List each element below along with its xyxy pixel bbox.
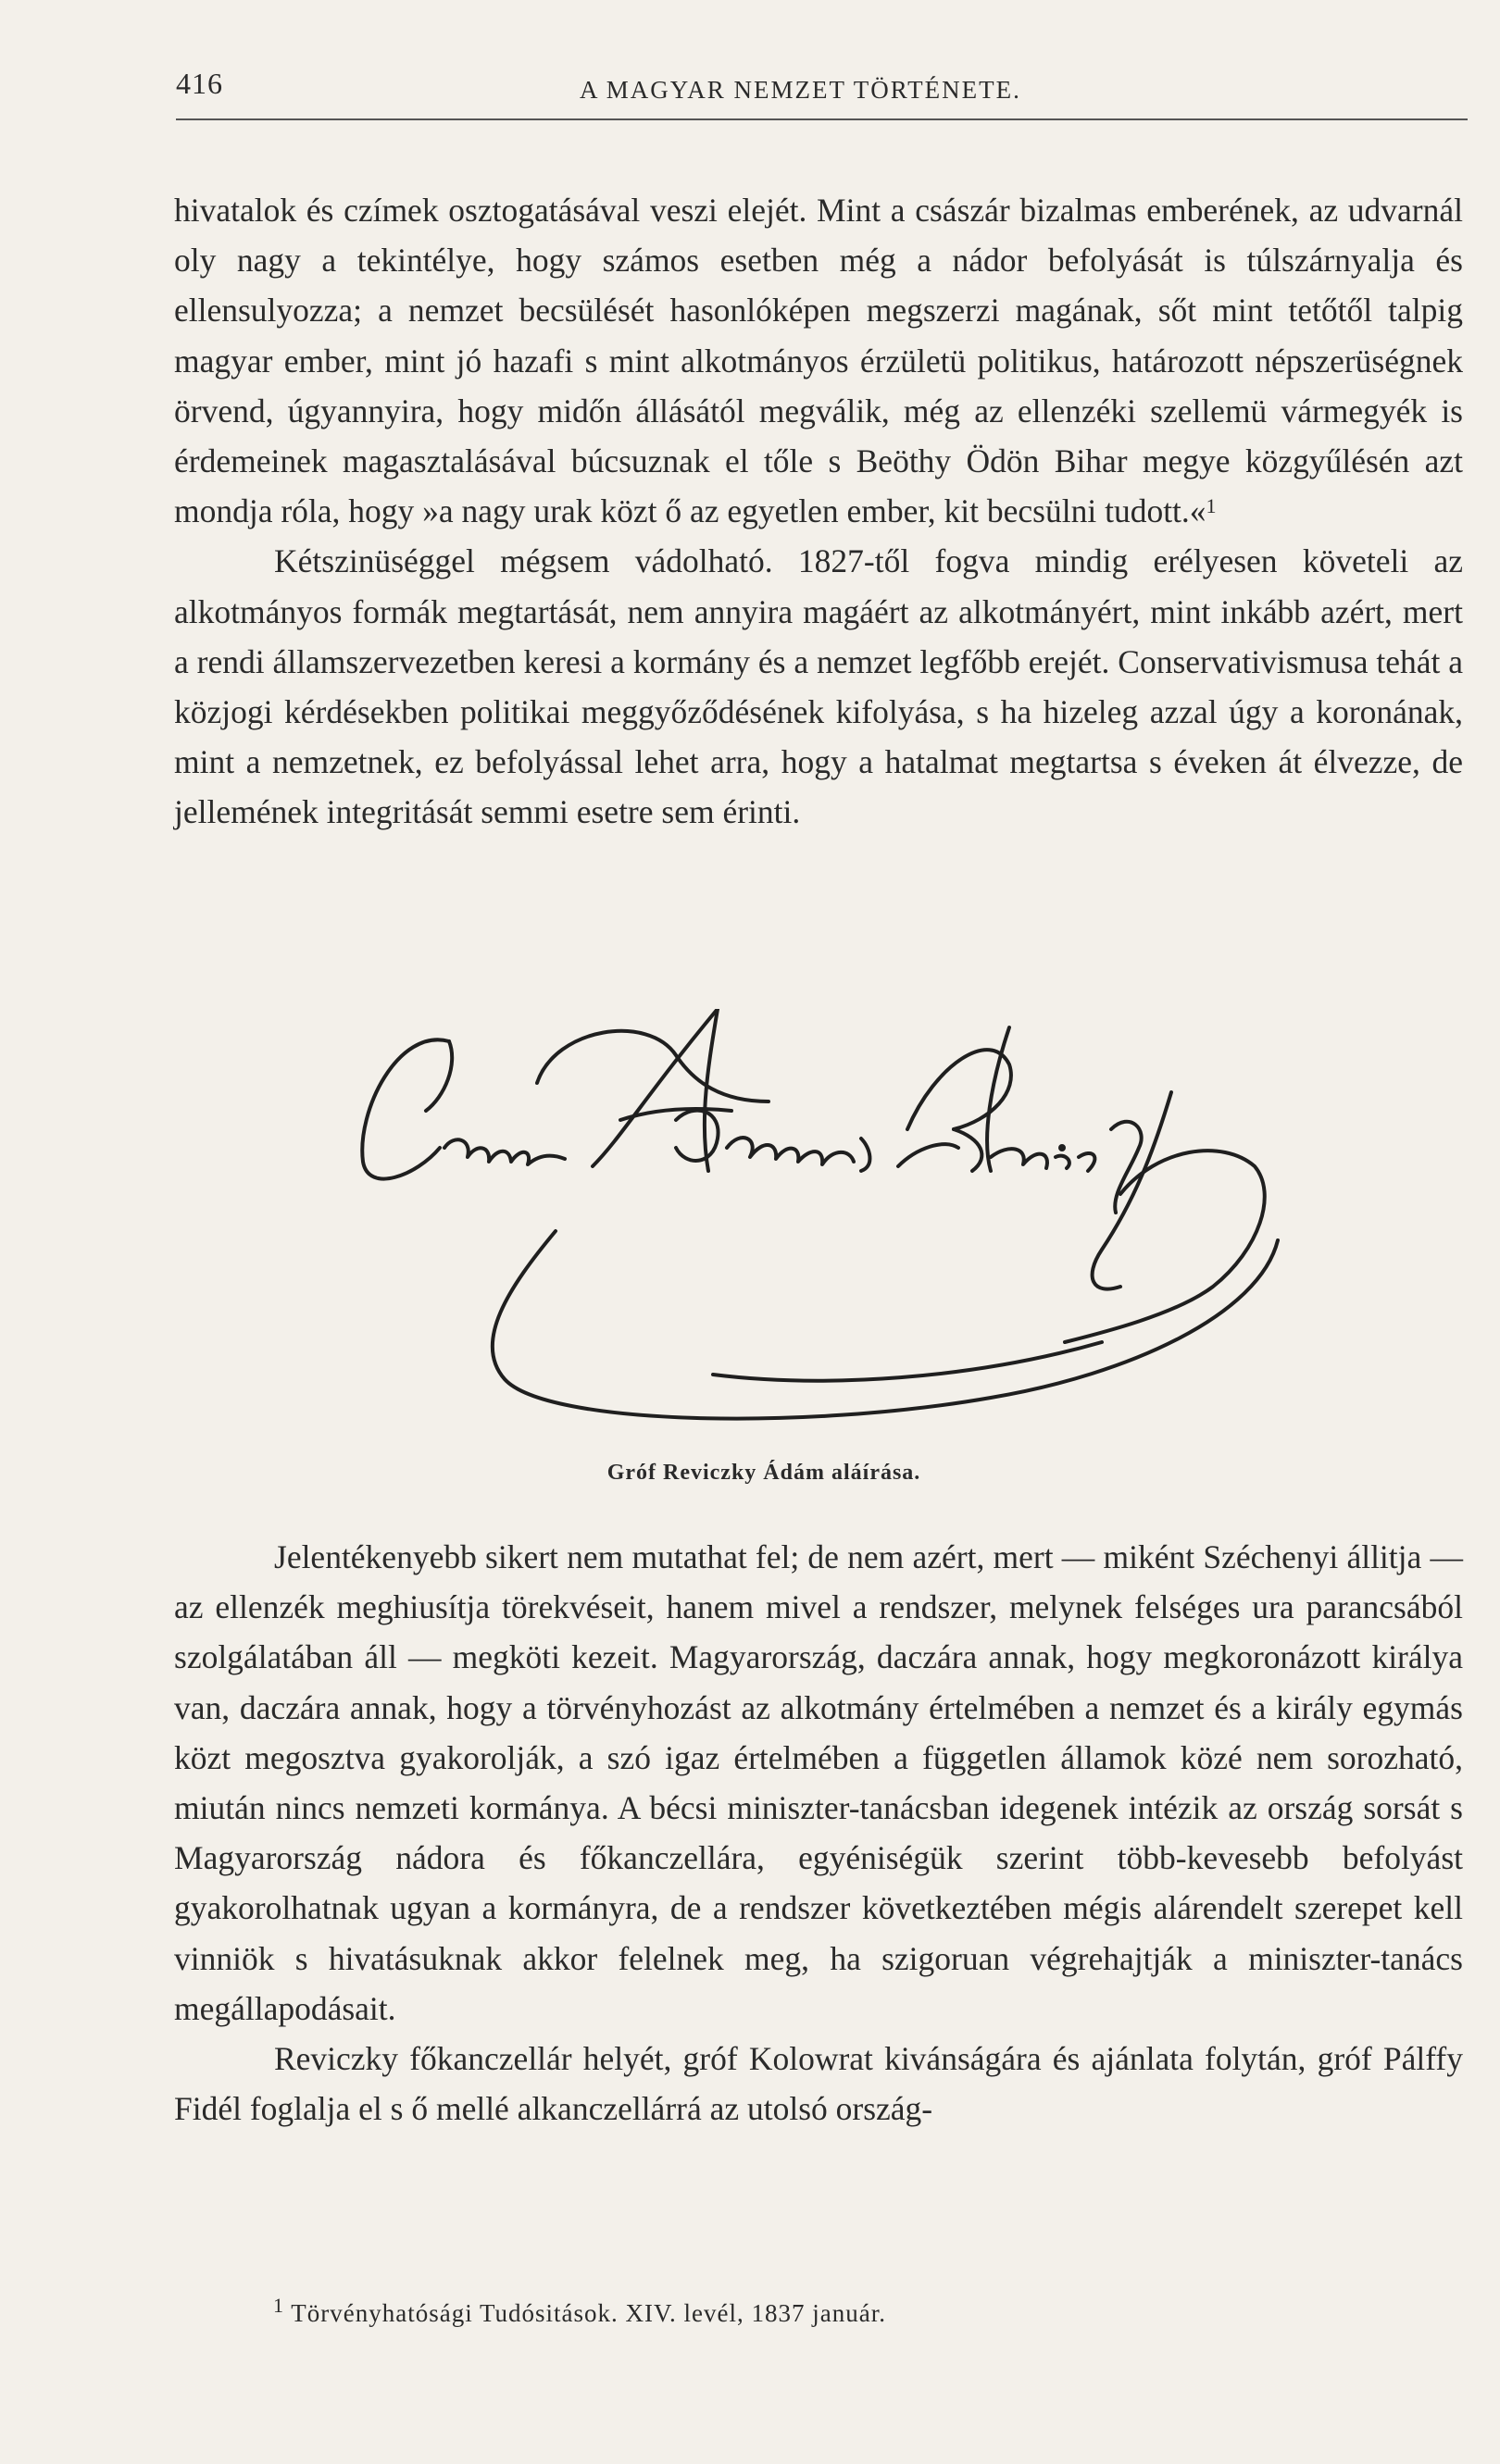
footnote-marker: 1 — [273, 2294, 284, 2317]
paragraph: hivatalok és czímek osztogatásával veszi elejét. Mint a császár bizalmas emberének, az udvarnál oly nagy a tekintélye, hogy számos esetben még a nádor befolyását is túlszárnyalja és ellensulyozza; a nemzet becsülését hasonlóképen megszerzi magának, sőt mint tetőtől talpig magyar ember, mint jó hazafi s mint alkotmányos érzületü politikus, határozott népszerüségnek örvend, úgyannyira, hogy midőn állásától megválik, még az ellenzéki szellemü vármegyék is érdemeinek magasztalásával búcsuznak el tőle s Beöthy Ödön Bihar megye közgyűlésén azt mondja róla, hogy »a nagy urak közt ő az egyetlen ember, kit becsülni tudott.«$^1$ — [174, 192, 1463, 530]
body-text-top — [174, 185, 1463, 838]
signature-image — [343, 1009, 1324, 1444]
header-rule — [176, 118, 1468, 120]
paragraph: Kétszinüséggel mégsem vádolható. 1827-től fogva mindig erélyesen követeli az alkotmányos formák megtartását, nem annyira magáért az alkotmányért, mint inkább azért, mert a rendi államszervezetben keresi a kormány és a nemzet legfőbb erejét. Conservativismusa tehát a közjogi kérdésekben politikai meggyőződésének kifolyása, s ha hizeleg azzal úgy a koronának, mint a nemzetnek, ez befolyással lehet arra, hogy a hatalmat megtartsa s éveken át élvezze, de jellemének integritását semmi esetre sem érinti. — [174, 542, 1463, 831]
signature-caption: Gróf Reviczky Ádám aláírása. — [606, 1461, 921, 1485]
body-text-bottom — [174, 1532, 1463, 2134]
paragraph: Reviczky főkanczellár helyét, gróf Kolowrat kivánságára és ajánlata folytán, gróf Pálffy Fidél foglalja el s ő mellé alkanczellárrá az utolsó ország- — [174, 2040, 1463, 2128]
footnote — [273, 2294, 886, 2328]
paragraph: Jelentékenyebb sikert nem mutathat fel; de nem azért, mert — miként Széchenyi állitja — az ellenzék meghiusítja törekvéseit, hanem mivel a rendszer, melynek felséges ura parancsából szolgálatában áll — megköti kezeit. Magyarország, daczára annak, hogy megkoronázott királya van, daczára annak, hogy a törvényhozást az alkotmány értelmében a nemzet és a király egymás közt megosztva gyakorolják, a szó igaz értelmében a független államok közé nem sorozható, miután nincs nemzeti kormánya. A bécsi miniszter-tanácsban idegenek intézik az ország sorsát s Magyarország nádora és főkanczellára, egyéniségük szerint több-kevesebb befolyást gyakorolhatnak ugyan a kormányra, de a rendszer következtében mégis alárendelt szerepet kell vinniök s hivatásuknak akkor felelnek meg, ha szigoruan végrehajtják a miniszter-tanács megállapodásait. — [174, 1538, 1463, 2027]
running-head — [176, 67, 1468, 122]
running-title: A MAGYAR NEMZET TÖRTÉNETE. — [580, 76, 1021, 104]
footnote-reference: 1 — [1206, 494, 1217, 518]
footnote-text: Törvényhatósági Tudósitások. XIV. levél, 1837 január. — [291, 2299, 886, 2327]
page-number: 416 — [176, 67, 223, 100]
